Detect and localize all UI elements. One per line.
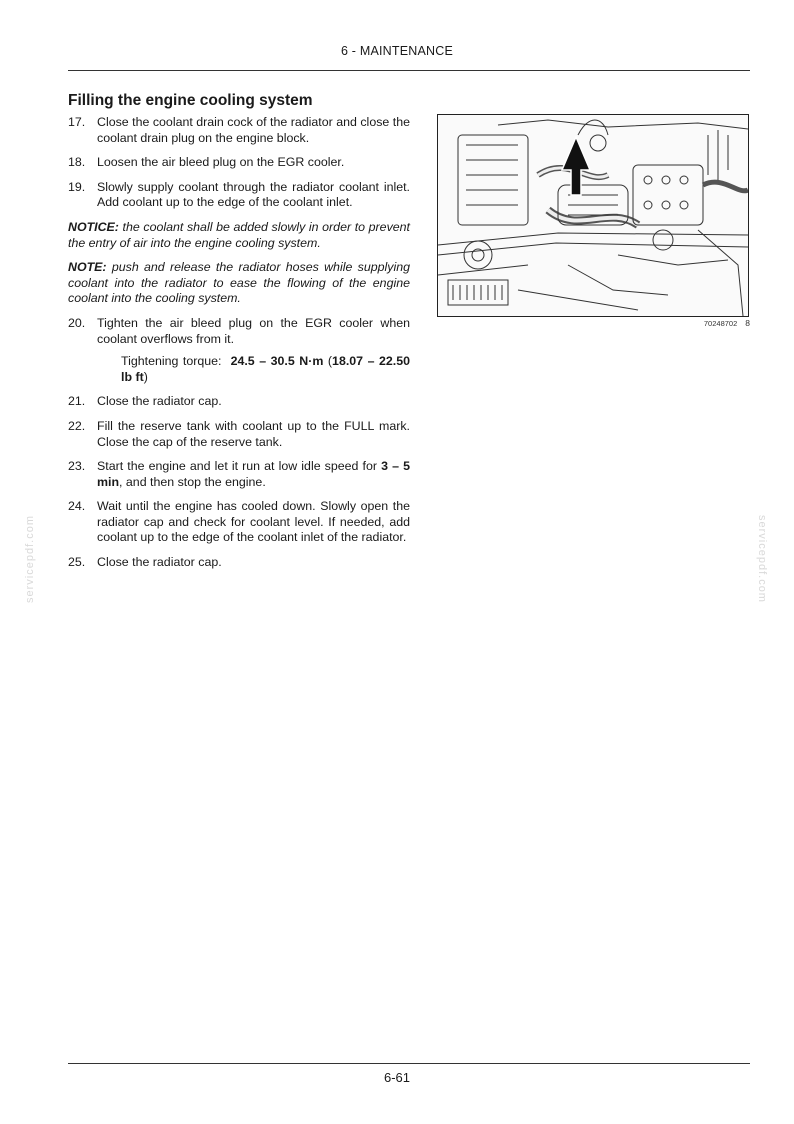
step-number: 17. <box>68 115 86 129</box>
notice-paragraph <box>68 220 410 251</box>
torque-imperial: 18.07 – 22.50 lb ft <box>121 354 411 384</box>
step-19 <box>68 180 410 211</box>
step-22 <box>68 419 410 450</box>
step-number: 21. <box>68 394 86 409</box>
figure-code: 70248702 <box>703 319 738 328</box>
step-23-text-before: Start the engine and let it run at low idle speed for <box>97 459 382 474</box>
step-23 <box>68 459 410 490</box>
section-title: Filling the engine cooling system <box>68 92 313 109</box>
step-number: 20. <box>68 315 86 330</box>
figure-caption <box>600 318 750 328</box>
step-number: 19. <box>68 179 86 194</box>
torque-metric: 24.5 – 30.5 N·m <box>230 354 324 369</box>
notice-text: the coolant shall be added slowly in order to prevent the entry of air into the engine cooling system. <box>68 219 410 250</box>
procedure-content <box>68 115 410 580</box>
step-text <box>97 459 410 490</box>
step-20 <box>68 316 410 347</box>
step-21 <box>68 394 410 410</box>
note-paragraph <box>68 260 410 307</box>
step-text: Wait until the engine has cooled down. Slowly open the radiator cap and check for coolant level. If needed, add coolant up to the edge of the coolant inlet of the radiator. <box>97 499 410 545</box>
figure-index: 8 <box>745 318 750 328</box>
step-17 <box>68 115 410 146</box>
note-text: push and release the radiator hoses while supplying coolant into the radiator to ease the flowing of the engine coolant into the cooling system. <box>68 260 410 306</box>
notice-label: NOTICE: <box>68 219 119 234</box>
step-25 <box>68 555 410 571</box>
engine-illustration <box>437 114 749 317</box>
step-text: Tighten the air bleed plug on the EGR cooler when coolant overflows from it. <box>97 315 410 346</box>
step-number: 24. <box>68 499 86 514</box>
step-number: 22. <box>68 418 86 433</box>
step-text: Close the coolant drain cock of the radiator and close the coolant drain plug on the engine block. <box>97 115 410 145</box>
page-number: 6-61 <box>383 1070 411 1085</box>
idle-duration: 3 – 5 min <box>97 459 410 489</box>
note-label: NOTE: <box>68 260 107 275</box>
step-text: Close the radiator cap. <box>97 555 222 570</box>
step-18 <box>68 155 410 171</box>
torque-open-paren: ( <box>327 354 333 369</box>
footer-rule <box>68 1063 750 1064</box>
engine-line-drawing <box>438 115 748 316</box>
watermark-right: servicepdf.com <box>756 515 768 603</box>
step-text: Slowly supply coolant through the radiator coolant inlet. Add coolant up to the edge of the coolant inlet. <box>97 179 410 210</box>
header-rule <box>68 70 750 71</box>
chapter-header: 6 - MAINTENANCE <box>340 44 454 58</box>
tightening-torque-spec <box>121 354 410 385</box>
torque-label: Tightening torque: <box>121 354 222 369</box>
step-text: Loosen the air bleed plug on the EGR cooler. <box>97 155 345 170</box>
step-number: 25. <box>68 555 86 570</box>
step-text: Close the radiator cap. <box>97 394 222 409</box>
step-number: 23. <box>68 459 86 474</box>
step-24 <box>68 499 410 546</box>
torque-close-paren: ) <box>143 369 148 384</box>
indicator-arrow <box>562 137 590 195</box>
step-text: Fill the reserve tank with coolant up to the FULL mark. Close the cap of the reserve tank. <box>97 418 410 449</box>
step-number: 18. <box>68 155 86 170</box>
step-23-text-after: , and then stop the engine. <box>119 474 266 489</box>
watermark-left: servicepdf.com <box>24 515 36 603</box>
